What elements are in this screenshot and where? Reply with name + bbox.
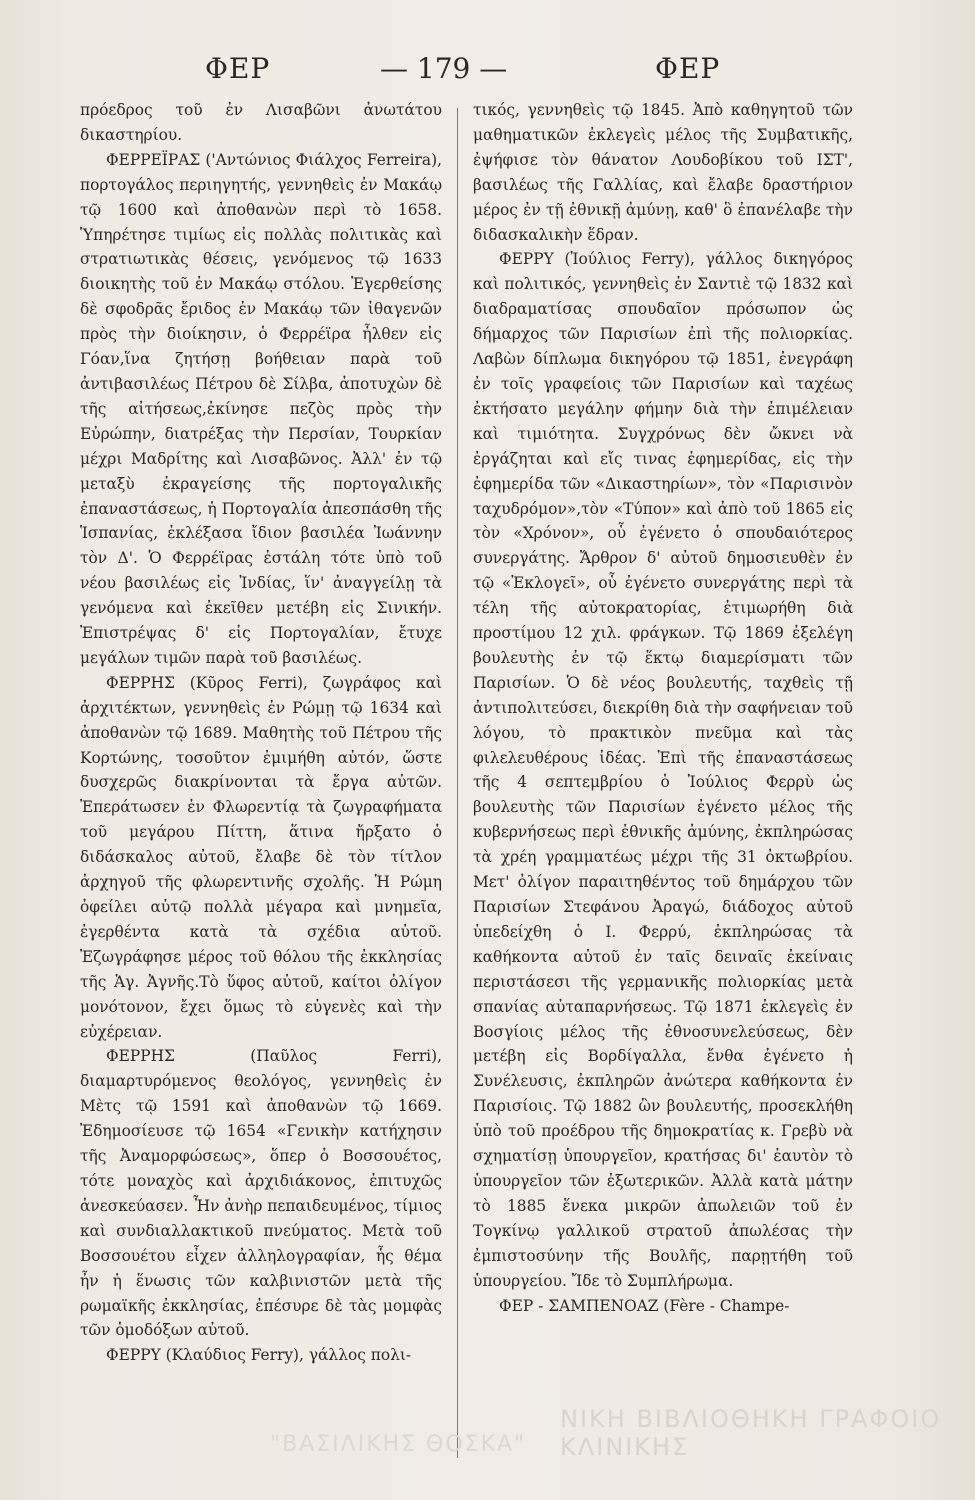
header-right-keyword: ΦΕΡ [655,52,721,85]
entry-paragraph: ΦΕΡΡΥ (Ἰούλιος Ferry), γάλλος δικηγόρος καὶ πολιτικός, γεννηθεὶς ἐν Σαντιὲ τῷ 1832 καὶ διαδραματίσας σπουδαῖον πρόσωπον ὡς δήμαρχος τῶν Παρισίων ἐπὶ τῆς πολιορκίας. Λαβὼν δίπλωμα δικηγόρου τῷ 1851, ἐνεγράφη ἐν τοῖς γραφείοις τῶν Παρισίων καὶ ταχέως ἐκτήσατο μεγάλην φήμην διὰ τὴν ἐπιμέλειαν καὶ τιμιότητα. Συγχρόνως δὲν ὤκνει νὰ ἐργάζηται καὶ εἴς τινας ἐφημερίδας, εἰς τὴν ἐφημερίδα τῶν «Δικαστηρίων», τὸν «Παρισινὸν ταχυδρόμον»,τὸν «Τύπον» καὶ ἀπὸ τοῦ 1865 εἰς τὸν «Χρόνον», οὗ ἐγένετο ὁ σπουδαιότερος συνεργάτης. Ἄρθρον δ' αὐτοῦ δημοσιευθὲν ἐν τῷ «Ἐκλογεῖ», οὗ ἐγένετο συνεργάτης περὶ τὰ τέλη τῆς αὐτοκρατορίας, ἐτιμωρήθη διὰ προστίμου 12 χιλ. φράγκων. Τῷ 1869 ἐξελέγη βουλευτὴς ἐν τῷ ἕκτῳ διαμερίσματι τῶν Παρισίων. Ὁ δὲ νέος βουλευτής, ταχθεὶς τῇ ἀντιπολιτεύσει, διεκρίθη διὰ τὴν σαφήνειαν τοῦ λόγου, τὸ πρακτικὸν πνεῦμα καὶ τὰς φιλελευθέρους ἰδέας. Ἐπὶ τῆς ἐπαναστάσεως τῆς 4 σεπτεμβρίου ὁ Ἰούλιος Φερρὺ ὡς βουλευτὴς τῶν Παρισίων ἐγένετο μέλος τῆς κυβερνήσεως περὶ ἐθνικῆς ἀμύνης, ἐκπληρώσας τὰ χρέη γραμματέως μέχρι τῆς 31 ὀκτωβρίου. Μετ' ὀλίγον παραιτηθέντος τοῦ δημάρχου τῶν Παρισίων Στεφάνου Ἀραγώ, διάδοχος αὐτοῦ ὑπεδείχθη ὁ Ι. Φερρύ, ἐκπληρώσας τὰ καθήκοντα αὐτοῦ ἐν ταῖς δειναῖς ἐκείναις περιστάσεσι τῆς γερμανικῆς πολιορκίας μετὰ σπανίας αὐταπαρνήσεως. Τῷ 1871 ἐκλεγεὶς ἐν Βοσγίοις μέλος τῆς ἐθνοσυνελεύσεως, δὲν μετέβη εἰς Βορδίγαλλα, ἔνθα ἐγένετο ἡ Συνέλευσις, ἐκπληρῶν ἀνώτερα καθήκοντα ἐν Παρισίοις. Τῷ 1882 ὢν βουλευτής, προσεκλήθη ὑπὸ τοῦ προέδρου τῆς δημοκρατίας κ. Γρεβὺ νὰ σχηματίσῃ ὑπουργεῖον, κρατήσας δι' ἑαυτὸν τὸ ὑπουργεῖον τῶν ἐξωτερικῶν. Ἀλλὰ κατὰ μάτην τὸ 1885 ἕνεκα μικρῶν ἀπωλειῶν τοῦ ἐν Τογκίνῳ γαλλικοῦ στρατοῦ ἀπωλέσας τὴν ἐμπιστοσύνην τῆς Βουλῆς, παρῃτήθη τοῦ ὑπουργείου. Ἴδε τὸ Συμπλήρωμα. [473,250,853,1290]
left-column [80,98,442,1450]
entry-paragraph: ΦΕΡ - ΣΑΜΠΕΝΟΑΖ (Fère - Champe- [499,1296,790,1315]
entry-paragraph: ΦΕΡΡΕΪΡΑΣ ('Αντώνιος Φιάλχος Ferreira), πορτογάλος περιηγητής, γεννηθεὶς ἐν Μακάῳ τῷ 1600 καὶ ἀποθανὼν περὶ τὸ 1658. Ὑπηρέτησε τιμίως εἰς πολλὰς πολιτικὰς καὶ στρατιωτικὰς θέσεις, γενόμενος τῷ 1633 διοικητὴς τοῦ ἐν Μακάῳ στόλου. Ἐγερθείσης δὲ σφοδρᾶς ἔριδος ἐν Μακάῳ τῶν ἰθαγενῶν πρὸς τὴν διοίκησιν, ὁ Φερρέϊρα ἦλθεν εἰς Γόαν,ἵνα ζητήσῃ βοήθειαν παρὰ τοῦ ἀντιβασιλέως Πέτρου δὲ Σίλβα, ἀποτυχὼν δὲ τῆς αἰτήσεως,ἐκίνησε πεζὸς πρὸς τὴν Εὐρώπην, διατρέξας τὴν Περσίαν, Τουρκίαν μέχρι Μαδρίτης καὶ Λισαβῶνος. Ἀλλ' ἐν τῷ μεταξὺ ἐκραγείσης τῆς πορτογαλικῆς ἐπαναστάσεως, ἡ Πορτογαλία ἀπεσπάσθη τῆς Ἱσπανίας, ἐκλέξασα ἴδιον βασιλέα Ἰωάννην τὸν Δ'. Ὁ Φερρέϊρας ἐστάλη τότε ὑπὸ τοῦ νέου βασιλέως εἰς Ἰνδίας, ἵν' ἀναγγείλῃ τὰ γενόμενα καὶ ἐκεῖθεν μετέβη εἰς Σινικήν. Ἐπιστρέψας δ' εἰς Πορτογαλίαν, ἔτυχε μεγάλων τιμῶν παρὰ τοῦ βασιλέως. [80,150,442,667]
watermark-text: ΝΙΚΗ ΒΙΒΛΙΟΘΗΚΗ ΓΡΑΦΟΙΟ ΚΛΙΝΙΚΗΣ [560,1405,942,1461]
watermark-text: "ΒΑΣΙΛΙΚΗΣ ΘΟΣΚΑ" [270,1432,527,1457]
entry-paragraph: ΦΕΡΡΥ (Κλαύδιος Ferry), γάλλος πολι- [106,1346,412,1365]
entry-paragraph: ΦΕΡΡΗΣ (Κῦρος Ferri), ζωγράφος καὶ ἀρχιτέκτων, γεννηθεὶς ἐν Ρώμῃ τῷ 1634 καὶ ἀποθανὼν τῷ 1689. Μαθητὴς τοῦ Πέτρου τῆς Κορτώνης, τοσοῦτον ἐμιμήθη αὐτόν, ὥστε δυσχερῶς διακρίνονται τὰ ἔργα αὐτῶν. Ἐπεράτωσεν ἐν Φλωρεντίᾳ τὰ ζωγραφήματα τοῦ μεγάρου Πίττη, ἅτινα ἤρξατο ὁ διδάσκαλος αὐτοῦ, ἔλαβε δὲ τὸν τίτλον ἀρχηγοῦ τῆς φλωρεντινῆς σχολῆς. Ἡ Ρώμη ὀφείλει αὐτῷ πολλὰ μέγαρα καὶ μνημεῖα, ἐγερθέντα κατὰ τὰ σχέδια αὐτοῦ. Ἐζωγράφησε μέρος τοῦ θόλου τῆς ἐκκλησίας τῆς Ἁγ. Ἀγνῆς.Τὸ ὕφος αὐτοῦ, καίτοι ὀλίγον μονότονον, ἔχει ὅμως τὸ εὐγενὲς καὶ τὴν εὐχέρειαν. [80,673,442,1041]
header-left-keyword: ΦΕΡ [205,52,271,85]
column-divider [457,108,458,1458]
page-number: — 179 — [380,52,508,85]
right-column [473,98,853,1450]
entry-paragraph: ΦΕΡΡΗΣ (Παῦλος Ferri), διαμαρτυρόμενος θεολόγος, γεννηθεὶς ἐν Μὲτς τῷ 1591 καὶ ἀποθανὼν τῷ 1669. Ἐδημοσίευσε τῷ 1654 «Γενικὴν κατήχησιν τῆς Ἀναμορφώσεως», ὅπερ ὁ Βοσσουέτος, τότε μοναχὸς καὶ ἀρχιδιάκονος, ἐπιτυχῶς ἀνεσκεύασεν. Ἦν ἀνὴρ πεπαιδευμένος, τίμιος καὶ συνδιαλλακτικοῦ πνεύματος. Μετὰ τοῦ Βοσσουέτου εἶχεν ἀλληλογραφίαν, ἧς θέμα ἦν ἡ ἕνωσις τῶν καλβινιστῶν μετὰ τῆς ρωμαϊκῆς ἐκκλησίας, ἐπέσυρε δὲ τὰς μομφὰς τῶν ὁμοδόξων αὐτοῦ. [80,1047,442,1340]
text-paragraph: τικός, γεννηθεὶς τῷ 1845. Ἀπὸ καθηγητοῦ τῶν μαθηματικῶν ἐκλεγεὶς μέλος τῆς Συμβατικῆς, ἐψήφισε τὸν θάνατον Λουδοβίκου τοῦ ΙΣΤ', βασιλέως τῆς Γαλλίας, καὶ ἔλαβε δραστήριον μέρος ἐν τῇ ἐθνικῇ ἀμύνῃ, καθ' ὃ ἐπανέλαβε τὴν διδασκαλικὴν ἕδραν. [473,101,853,244]
text-paragraph: πρόεδρος τοῦ ἐν Λισαβῶνι ἀνωτάτου δικαστηρίου. [80,101,442,144]
page-header [0,52,975,102]
